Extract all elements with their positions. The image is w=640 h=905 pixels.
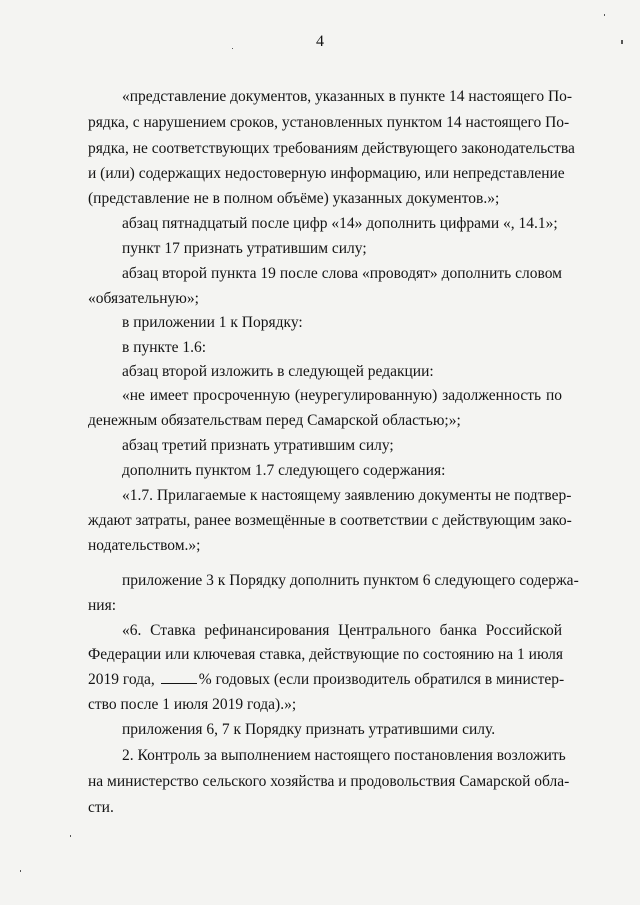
paragraph-line: на министерство сельского хозяйства и продовольствия Самарской обла- — [88, 773, 570, 790]
scan-speck — [621, 40, 623, 44]
paragraph-line: сти. — [88, 799, 114, 816]
paragraph-line: Федерации или ключевая ставка, действующие по состоянию на 1 июля — [88, 646, 564, 663]
paragraph-line: пункт 17 признать утратившим силу; — [122, 240, 367, 257]
scan-speck — [70, 835, 71, 837]
paragraph-line: 2. Контроль за выполнением настоящего постановления возложить — [122, 747, 566, 764]
fill-in-blank — [161, 671, 197, 684]
paragraph-line: «не имеет просроченную (неурегулированную) задолженность по — [122, 387, 562, 404]
paragraph-line: денежным обязательствам перед Самарской областью;»; — [88, 412, 461, 429]
scan-speck — [232, 48, 233, 49]
paragraph-line: нодательством.»; — [88, 537, 201, 554]
paragraph-line: абзац третий признать утратившим силу; — [122, 437, 394, 454]
scan-speck — [20, 870, 21, 872]
paragraph-line: абзац второй изложить в следующей редакции: — [122, 363, 434, 380]
paragraph-line-with-blank — [88, 671, 565, 689]
paragraph-line: абзац второй пункта 19 после слова «проводят» дополнить словом — [122, 265, 562, 282]
page-number: 4 — [316, 33, 324, 50]
paragraph-line: приложения 6, 7 к Порядку признать утратившими силу. — [122, 721, 496, 738]
paragraph-line: «обязательную»; — [88, 290, 199, 307]
paragraph-line: абзац пятнадцатый после цифр «14» дополнить цифрами «, 14.1»; — [122, 215, 558, 232]
paragraph-line: приложение 3 к Порядку дополнить пунктом 6 следующего содержа- — [122, 572, 579, 589]
paragraph-line: «1.7. Прилагаемые к настоящему заявлению документы не подтвер- — [122, 487, 572, 504]
scan-speck — [604, 14, 605, 16]
blank-line-prefix: 2019 года, — [88, 671, 155, 688]
paragraph-line: ния: — [88, 597, 117, 614]
paragraph-line: (представление не в полном объёме) указанных документов.»; — [88, 190, 500, 207]
paragraph-line: «представление документов, указанных в пункте 14 настоящего По- — [122, 88, 573, 105]
paragraph-line: рядка, с нарушением сроков, установленных пунктом 14 настоящего По- — [88, 114, 570, 131]
paragraph-line: в пункте 1.6: — [122, 339, 207, 356]
paragraph-line: ждают затраты, ранее возмещённые в соответствии с действующим зако- — [88, 512, 572, 529]
blank-line-suffix: % годовых (если производитель обратился в министер- — [198, 671, 565, 688]
paragraph-line: ство после 1 июля 2019 года).»; — [88, 696, 297, 713]
paragraph-line: «6. Ставка рефинансирования Центрального банка Российской — [122, 622, 562, 639]
paragraph-line: дополнить пунктом 1.7 следующего содержания: — [122, 462, 446, 479]
paragraph-line: в приложении 1 к Порядку: — [122, 314, 303, 331]
paragraph-line: и (или) содержащих недостоверную информацию, или непредставление — [88, 165, 565, 182]
paragraph-line: рядка, не соответствующих требованиям действующего законодательства — [88, 140, 575, 157]
